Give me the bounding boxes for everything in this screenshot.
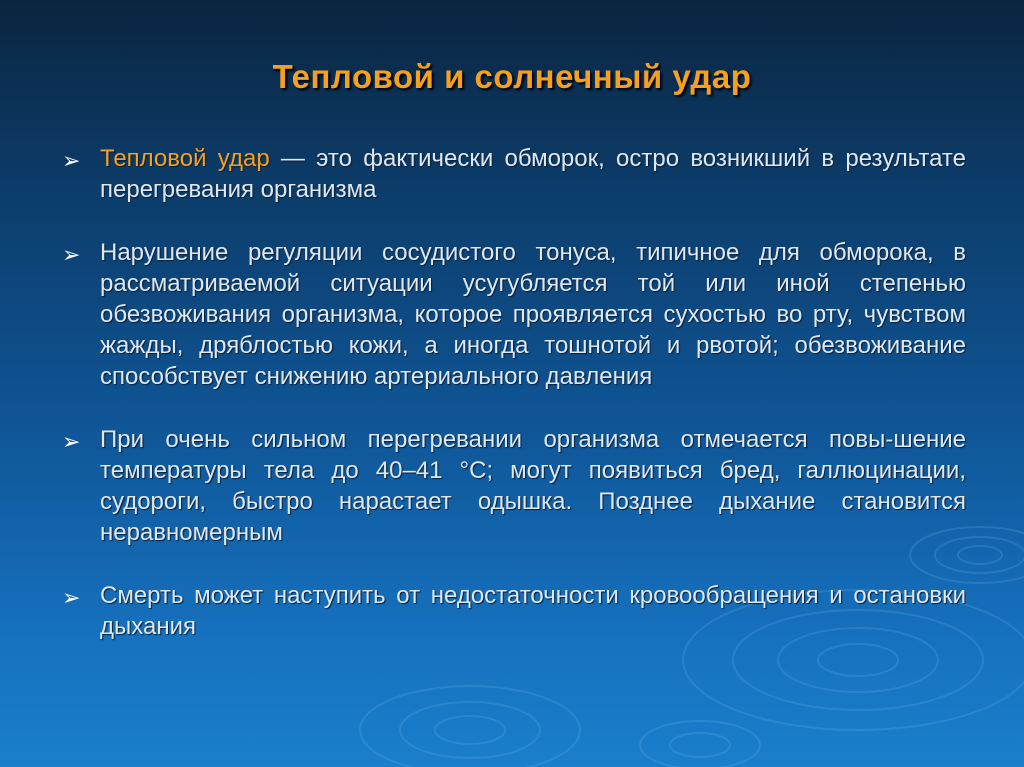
arrow-bullet-icon: ➢ xyxy=(62,585,81,610)
bullet-text: При очень сильном перегревании организма отмечается повы-шение температуры тела до 40–41 °С; могут появиться бред, галлюцинации, судороги, быстро нарастает одышка. Позднее дыхание становится неравномерным xyxy=(100,426,966,546)
list-item xyxy=(60,143,966,205)
arrow-bullet-icon: ➢ xyxy=(62,148,81,173)
arrow-bullet-icon: ➢ xyxy=(62,429,81,454)
arrow-bullet-icon: ➢ xyxy=(62,242,81,267)
slide-title: Тепловой и солнечный удар xyxy=(272,58,752,95)
term-highlight: Тепловой удар xyxy=(100,145,270,172)
bullet-text: Нарушение регуляции сосудистого тонуса, типичное для обморока, в рассматриваемой ситуации усугубляется той или иной степенью обезвоживания организма, которое проявляется сухостью во рту, чувством жажды, дряблостью кожи, а иногда тошнотой и рвотой; обезвоживание способствует снижению артериального давления xyxy=(100,239,966,390)
bullet-text: Смерть может наступить от недостаточности кровообращения и остановки дыхания xyxy=(100,582,966,640)
bullet-body: — это фактически обморок, остро возникший в результате перегревания организма xyxy=(100,145,966,203)
bullet-text xyxy=(100,143,966,205)
list-item xyxy=(60,237,966,392)
list-item xyxy=(60,580,966,642)
list-item xyxy=(60,424,966,548)
bullet-list xyxy=(60,143,966,674)
